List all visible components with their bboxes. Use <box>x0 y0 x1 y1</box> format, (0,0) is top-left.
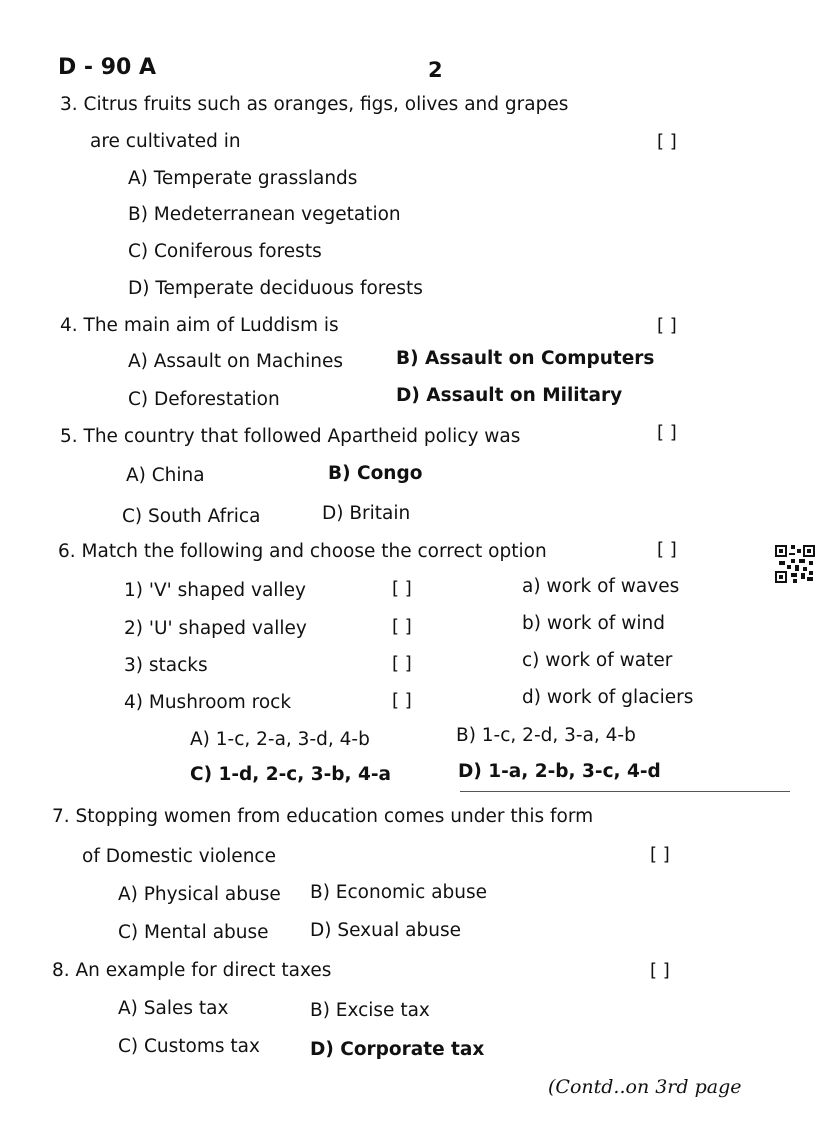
match-right-c: c) work of water <box>522 650 673 671</box>
option-8b: B) Excise tax <box>310 1000 430 1021</box>
match-bracket-1: [ ] <box>392 578 412 599</box>
option-7a: A) Physical abuse <box>118 884 281 905</box>
option-6b: B) 1-c, 2-d, 3-a, 4-b <box>456 725 636 746</box>
paper-code: D - 90 A <box>58 55 157 80</box>
option-4b: B) Assault on Computers <box>396 348 655 369</box>
option-4d: D) Assault on Military <box>396 385 623 406</box>
question-4-text: 4. The main aim of Luddism is <box>60 315 339 336</box>
answer-bracket-3: [ ] <box>657 131 677 152</box>
option-7d: D) Sexual abuse <box>310 920 461 941</box>
option-7c: C) Mental abuse <box>118 922 269 943</box>
option-8d: D) Corporate tax <box>310 1039 485 1060</box>
match-right-a: a) work of waves <box>522 576 680 597</box>
option-3a: A) Temperate grasslands <box>128 168 358 189</box>
answer-bracket-5: [ ] <box>657 422 677 443</box>
continued-note: (Contd..on 3rd page <box>548 1076 742 1098</box>
match-bracket-3: [ ] <box>392 653 412 674</box>
qr-code-icon <box>775 545 815 583</box>
question-7-text-line2: of Domestic violence <box>82 846 276 867</box>
answer-bracket-7: [ ] <box>650 844 670 865</box>
option-4c: C) Deforestation <box>128 389 280 410</box>
option-6c: C) 1-d, 2-c, 3-b, 4-a <box>190 764 392 785</box>
match-left-2: 2) 'U' shaped valley <box>124 618 307 639</box>
page-number: 2 <box>428 58 443 82</box>
question-3-text-line2: are cultivated in <box>90 131 241 152</box>
answer-bracket-8: [ ] <box>650 960 670 981</box>
option-5d: D) Britain <box>322 503 411 524</box>
match-left-3: 3) stacks <box>124 655 208 676</box>
option-6a: A) 1-c, 2-a, 3-d, 4-b <box>190 729 370 750</box>
divider-line <box>460 791 790 792</box>
option-8a: A) Sales tax <box>118 998 229 1019</box>
option-4a: A) Assault on Machines <box>128 351 344 372</box>
option-5c: C) South Africa <box>122 506 261 527</box>
match-right-d: d) work of glaciers <box>522 687 694 708</box>
option-3b: B) Medeterranean vegetation <box>128 204 401 225</box>
match-right-b: b) work of wind <box>522 613 665 634</box>
option-8c: C) Customs tax <box>118 1036 260 1057</box>
match-left-1: 1) 'V' shaped valley <box>124 580 306 601</box>
answer-bracket-4: [ ] <box>657 315 677 336</box>
match-bracket-2: [ ] <box>392 616 412 637</box>
answer-bracket-6: [ ] <box>657 539 677 560</box>
option-7b: B) Economic abuse <box>310 882 488 903</box>
question-8-text: 8. An example for direct taxes <box>52 960 332 981</box>
option-3c: C) Coniferous forests <box>128 241 322 262</box>
question-7-text-line1: 7. Stopping women from education comes under this form <box>52 806 594 827</box>
match-bracket-4: [ ] <box>392 690 412 711</box>
question-5-text: 5. The country that followed Apartheid policy was <box>60 426 521 447</box>
match-left-4: 4) Mushroom rock <box>124 692 292 713</box>
option-3d: D) Temperate deciduous forests <box>128 278 423 299</box>
option-5b: B) Congo <box>328 463 423 484</box>
question-3-text-line1: 3. Citrus fruits such as oranges, figs, olives and grapes <box>60 94 569 115</box>
question-6-text: 6. Match the following and choose the correct option <box>58 541 547 562</box>
option-6d: D) 1-a, 2-b, 3-c, 4-d <box>458 761 661 782</box>
option-5a: A) China <box>126 465 205 486</box>
